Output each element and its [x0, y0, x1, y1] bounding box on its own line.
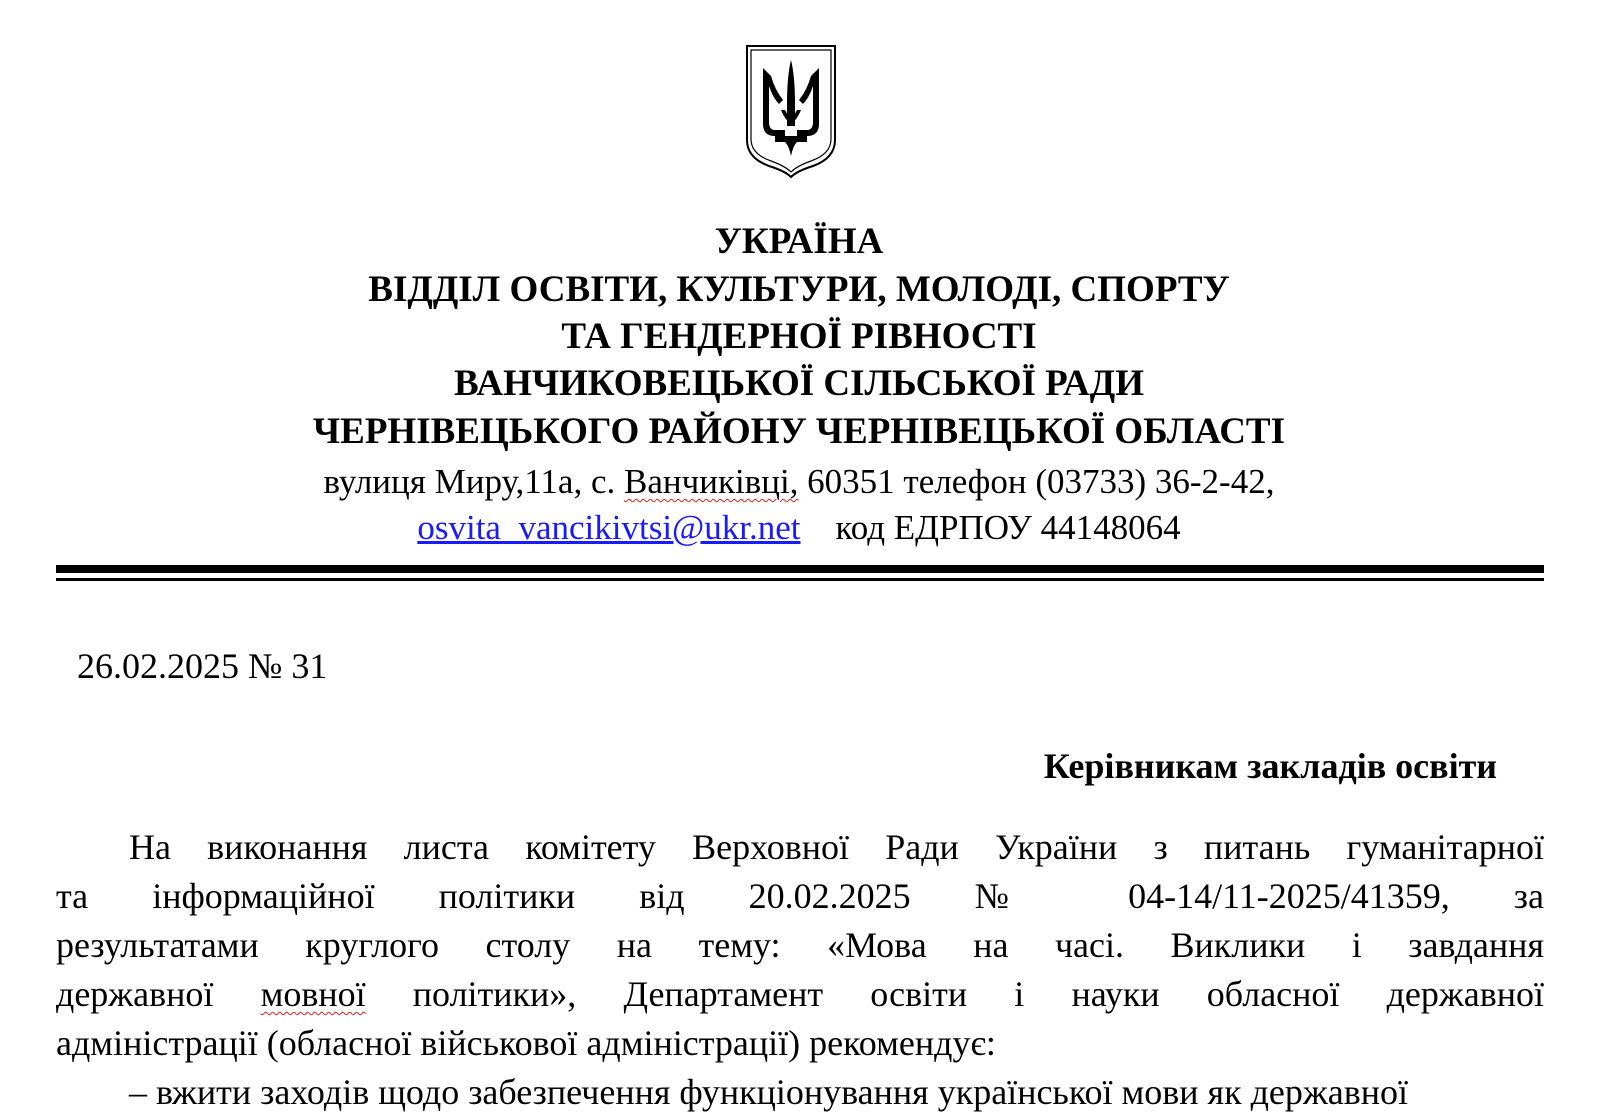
- header-department-line1: ВІДДІЛ ОСВІТИ, КУЛЬТУРИ, МОЛОДІ, СПОРТУ: [368, 269, 1230, 310]
- body-line-2: та інформаційної політики від 20.02.2025 № 04-14/11-2025/41359, за: [56, 876, 1544, 916]
- header-country: УКРАЇНА: [714, 221, 884, 262]
- document-date-number: 26.02.2025 № 31: [77, 646, 328, 686]
- header-contacts: [0, 505, 1598, 551]
- header-department-line2: ТА ГЕНДЕРНОЇ РІВНОСТІ: [561, 316, 1037, 357]
- address-village: Ванчиківці,: [624, 462, 799, 501]
- header-divider-thick: [56, 565, 1544, 573]
- header-council: ВАНЧИКОВЕЦЬКОЇ СІЛЬСЬКОЇ РАДИ: [454, 363, 1144, 404]
- tryzub-coat-of-arms-icon: [741, 40, 841, 180]
- document-addressee: Керівникам закладів освіти: [1043, 746, 1497, 786]
- body-line-cut: – вжити заходів щодо забезпечення функціонування української мови як державної: [129, 1072, 1409, 1112]
- header-divider-thin: [56, 578, 1544, 581]
- document-body: [56, 823, 1544, 1068]
- body-line-3: результатами круглого столу на тему: «Мова на часі. Виклики і завдання: [56, 925, 1544, 965]
- body-line-5: адміністрації (обласної військової адміністрації) рекомендує:: [56, 1023, 996, 1063]
- address-prefix: вулиця Миру,11а, с.: [323, 462, 625, 501]
- address-suffix: 60351 телефон (03733) 36-2-42,: [798, 462, 1275, 501]
- header-region: ЧЕРНІВЕЦЬКОГО РАЙОНУ ЧЕРНІВЕЦЬКОЇ ОБЛАСТІ: [313, 411, 1285, 452]
- edrpou-code: код ЕДРПОУ 44148064: [835, 508, 1181, 547]
- body-line-1: На виконання листа комітету Верховної Ради України з питань гуманітарної: [129, 827, 1544, 867]
- header-address: [0, 459, 1598, 505]
- body-line-4: державної мовної політики», Департамент освіти і науки обласної державної: [56, 974, 1544, 1014]
- contacts-gap: [801, 508, 836, 547]
- email-link[interactable]: osvita_vancikivtsi@ukr.net: [417, 508, 801, 547]
